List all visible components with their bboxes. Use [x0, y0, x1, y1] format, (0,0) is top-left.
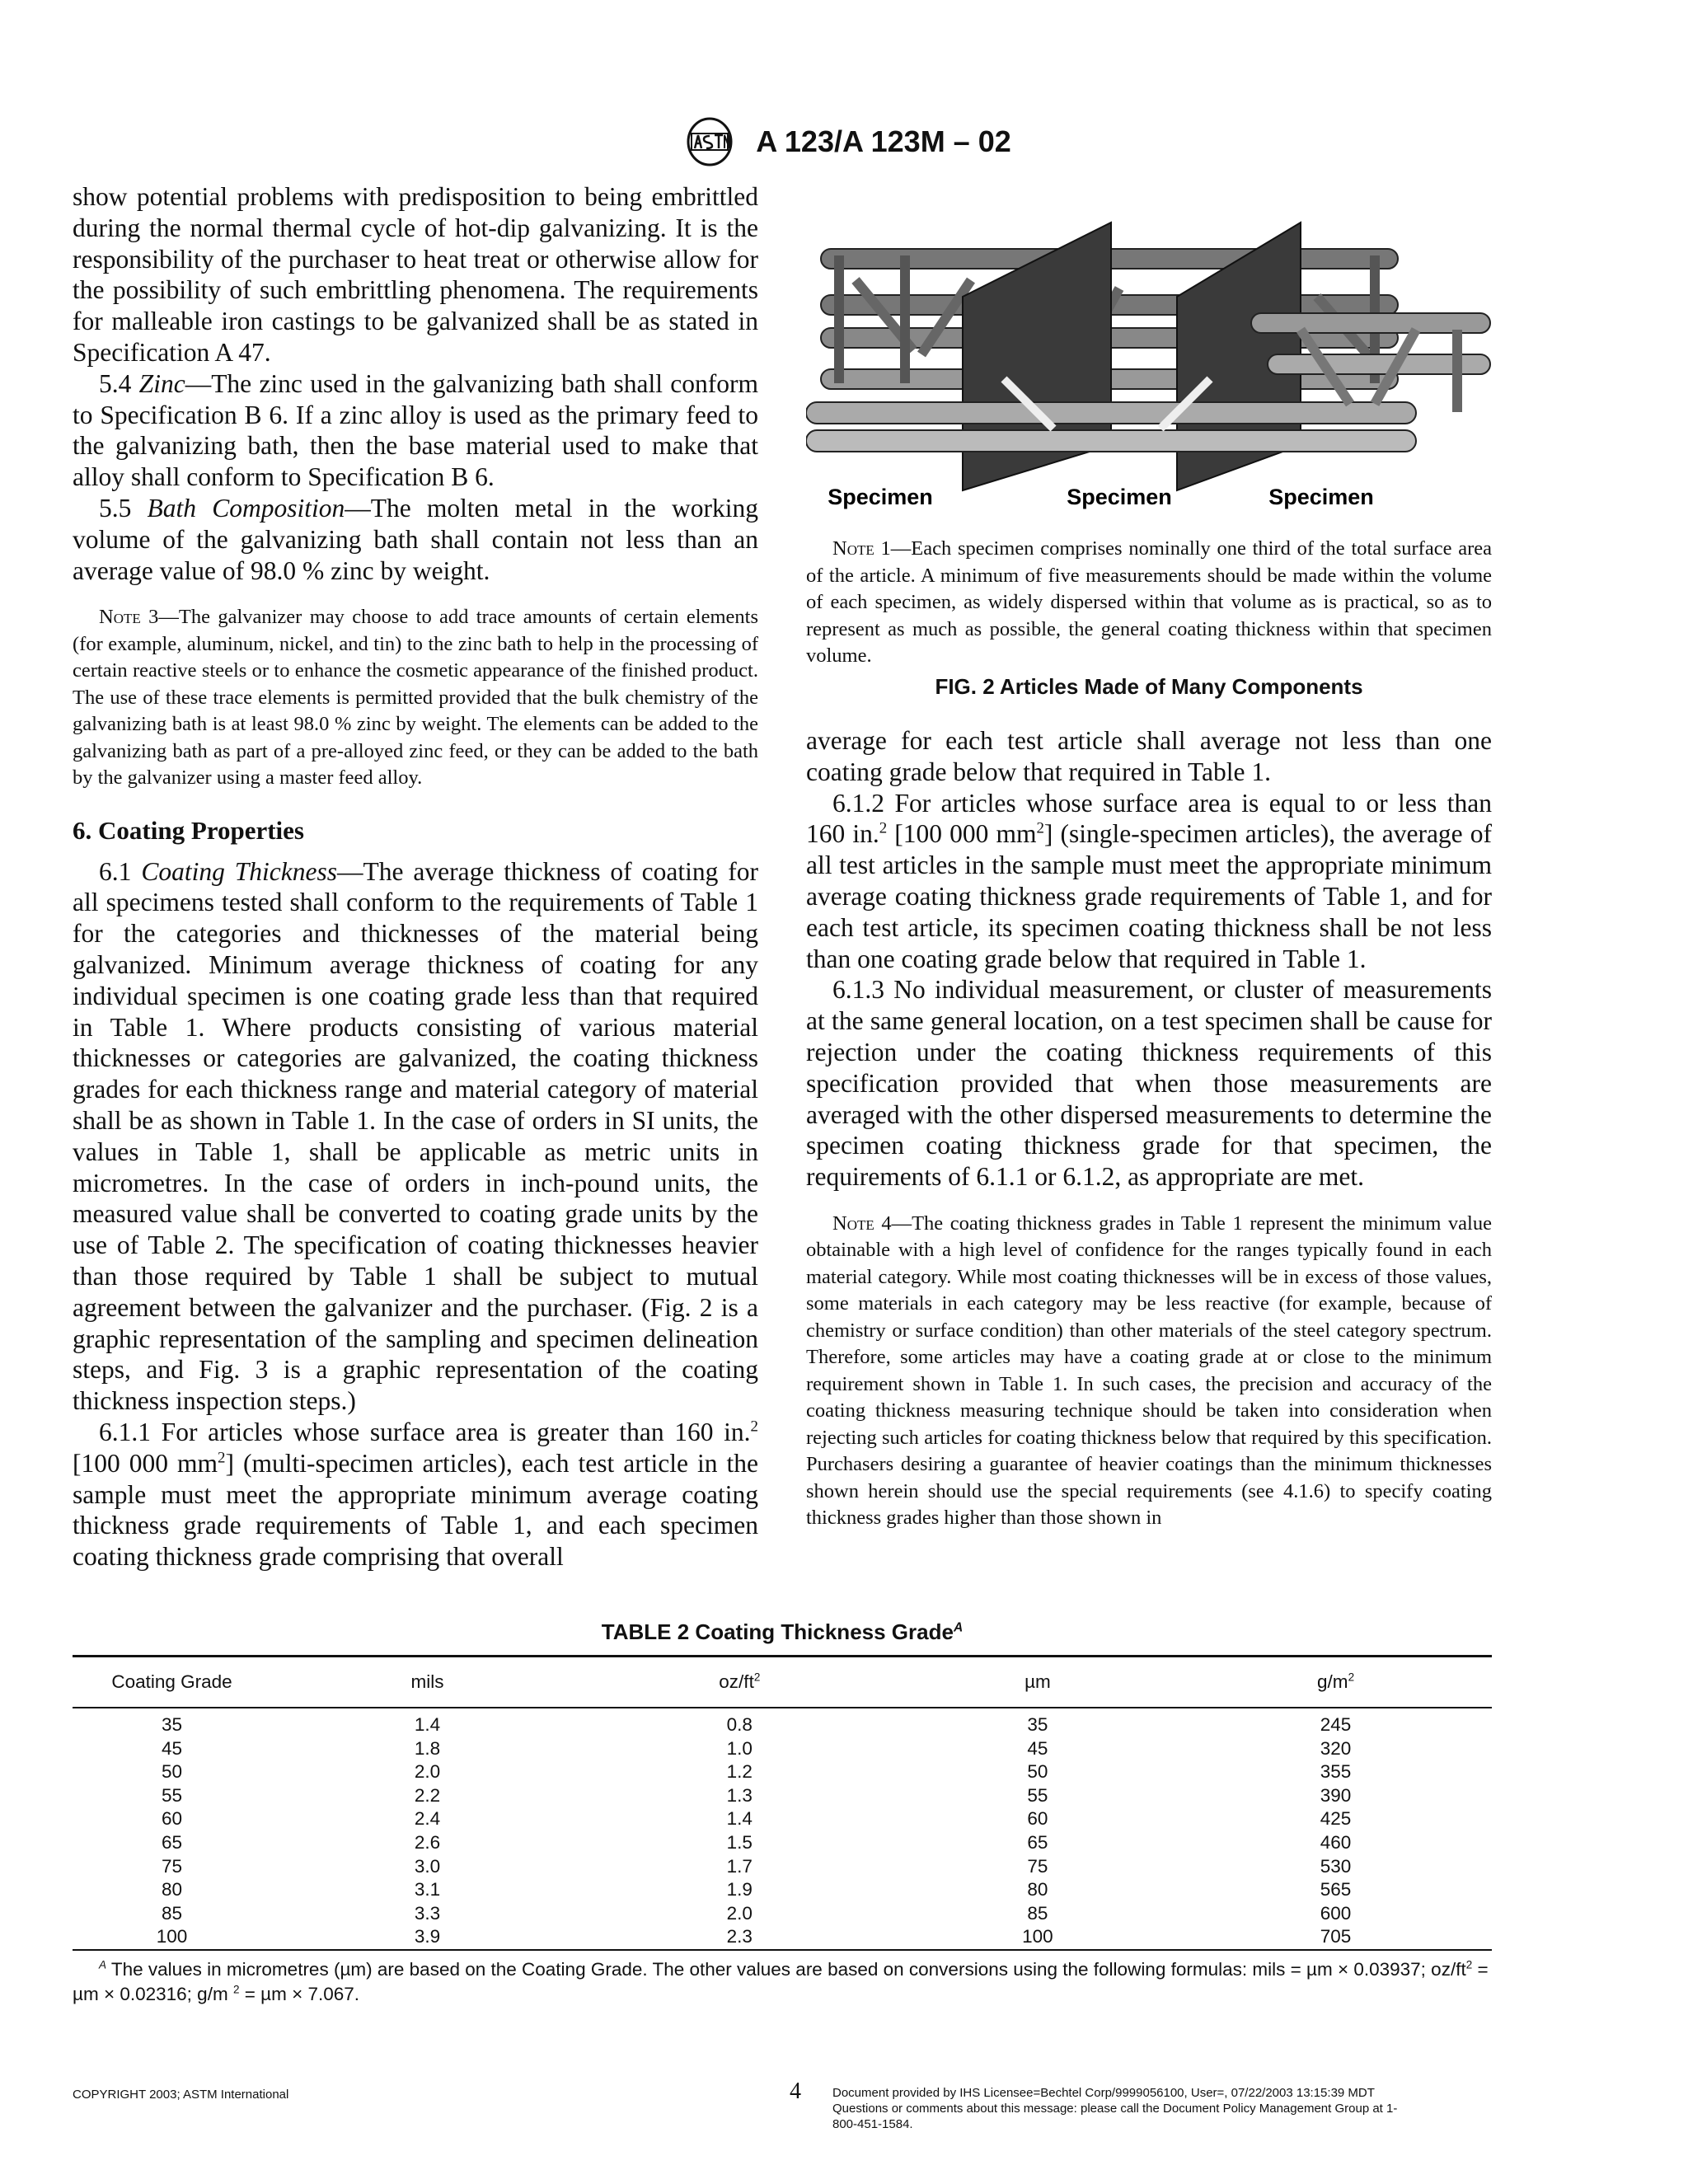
table-cell: 50 [162, 1761, 183, 1783]
table-cell: 2.4 [414, 1808, 441, 1830]
table-row [73, 1807, 1492, 1831]
table-cell: 1.5 [726, 1831, 753, 1853]
figure-2-diagram [806, 206, 1492, 519]
table-cell: 1.9 [726, 1879, 753, 1900]
note-3: Note 3—The galvanizer may choose to add trace amounts of certain elements (for example, aluminum, nickel, and tin) to the zinc bath to help in the processing of certain reactive steels or to enhance the cosmetic appearance of the finished product. The use of these trace elements is permitted provided that the bulk chemistry of the galvanizing bath is at least 98.0 % zinc by weight. The elements can be added to the galvanizing bath as part of a pre-alloyed zinc feed, or they can be added to the bath by the galvanizer using a master feed alloy. [73, 606, 758, 790]
table-row [73, 1902, 1492, 1926]
paragraph-5-4: 5.4 Zinc—The zinc used in the galvanizing bath shall conform to Specification B 6. If a zinc alloy is used as the primary feed to the galvanizing bath, then the base material used to make that alloy shall conform to Specification B 6. [73, 368, 758, 492]
right-column [806, 725, 1492, 1550]
paragraph-5-3-continued: show potential problems with predisposition to being embrittled during the normal thermal cycle of hot-dip galvanizing. It is the responsibility of the purchaser to heat treat or otherwise allow for the possibility of such embrittling phenomena. The requirements for malleable iron castings to be galvanized shall be as stated in Specification A 47. [73, 182, 758, 367]
table-cell: 60 [162, 1808, 183, 1830]
table-row [73, 1878, 1492, 1902]
table-cell: 100 [896, 1925, 1179, 1950]
table-cell: 1.2 [726, 1761, 753, 1783]
table-cell: 55 [162, 1784, 183, 1806]
table-cell: 2.3 [584, 1925, 896, 1950]
table-row [73, 1708, 1492, 1737]
page-header [0, 115, 1688, 168]
table-cell: 1.3 [726, 1784, 753, 1806]
table-2-block [73, 1619, 1492, 2007]
table-cell: 3.9 [271, 1925, 584, 1950]
table-row [73, 1925, 1492, 1950]
table-row [73, 1760, 1492, 1784]
table-row [73, 1831, 1492, 1855]
table-cell: 530 [1320, 1855, 1352, 1877]
table-cell: 600 [1320, 1902, 1352, 1924]
paragraph-5-5: 5.5 Bath Composition—The molten metal in the working volume of the galvanizing bath shall contain not less than an average value of 98.0 % zinc by weight. [73, 493, 758, 585]
table-cell: 425 [1320, 1808, 1352, 1830]
document-provided-notice: Document provided by IHS Licensee=Bechtel Corp/9999056100, User=, 07/22/2003 13:15:39 MDT Questions or comments about this message: please call the Document Policy Management Group at 1-800-451-1584. [832, 2086, 1398, 2131]
table-cell: 65 [162, 1831, 183, 1853]
table-body [73, 1708, 1492, 1950]
table-cell: 2.2 [414, 1784, 441, 1806]
figure-caption: FIG. 2 Articles Made of Many Components [935, 673, 1363, 699]
paragraph-5-4-title: Zinc [138, 368, 185, 398]
paragraph-6-1-1-continued: average for each test article shall average not less than one coating grade below that required in Table 1. [806, 726, 1492, 786]
figure-2-note [806, 536, 1492, 700]
table-cell: 1.4 [414, 1714, 441, 1735]
table-cell: 2.6 [414, 1831, 441, 1853]
left-column [73, 181, 758, 1572]
table-cell: 1.8 [414, 1737, 441, 1759]
table-cell: 55 [1027, 1784, 1048, 1806]
table-cell: 565 [1320, 1879, 1352, 1900]
note-4: Note 4—The coating thickness grades in Table 1 represent the minimum value obtainable with a high level of confidence for the ranges typically found in each material category. While most coating thicknesses will be in excess of those values, some materials in each category may be less reactive (for example, because of chemistry or surface condition) than other materials of the steel category spectrum. Therefore, some articles may have a coating grade at or close to the minimum requirement shown in Table 1. In such cases, the precision and accuracy of the coating thickness measuring technique should be taken into consideration when rejecting such articles for coating thickness below that required by this specification. Purchasers desiring a guarantee of heavier coatings than the minimum thicknesses shown herein should use the special requirements (see 4.1.6) to specify coating thickness grades higher than those shown in [806, 1212, 1492, 1530]
section-heading-coating-properties: 6. Coating Properties [73, 815, 304, 845]
table-cell: 245 [1320, 1714, 1352, 1735]
table-title: TABLE 2 Coating Thickness Grade$^A$ [601, 1619, 964, 1644]
specimen-label-2: Specimen [1067, 485, 1172, 509]
table-cell: 45 [162, 1737, 183, 1759]
header-oz-ft2: $oz/ft^2$ [584, 1657, 896, 1708]
paragraph-5-5-title: Bath Composition [147, 493, 345, 523]
paragraph-6-1: 6.1 Coating Thickness—The average thickness of coating for all specimens tested shall conform to the requirements of Table 1 for the categories and thicknesses of the material being galvanized. Minimum average thickness of coating for any individual specimen is one coating grade less than that required in Table 1. Where products consisting of various material thicknesses or categories are galvanized, the coating thickness grades for each thickness range and material category of material shall be as shown in Table 1. In the case of orders in SI units, the values in Table 1, shall be applicable as metric units in micrometres. In the case of orders in inch-pound units, the measured value shall be converted to coating grade units by the use of Table 2. The specification of coating thicknesses heavier than those required by Table 1 shall be subject to mutual agreement between the galvanizer and the purchaser. (Fig. 2 is a graphic representation of the sampling and specimen delineation steps, and Fig. 3 is a graphic representation of the coating thickness inspection steps.) [73, 856, 758, 1416]
table-cell: 75 [1027, 1855, 1048, 1877]
table-cell: 80 [1027, 1879, 1048, 1900]
paragraph-6-1-1: 6.1.1 For articles whose surface area is greater than 160 in.$^2$ [100 000 $mm^2$] (multi-specimen articles), each test article in the sample must meet the appropriate minimum average coating thickness grade requirements of Table 1, and each specimen coating thickness grade comprising that overall [73, 1418, 758, 1572]
table-cell: 85 [162, 1902, 183, 1924]
copyright-notice: COPYRIGHT 2003; ASTM International [73, 2088, 289, 2102]
note-1: Note 1—Each specimen comprises nominally one third of the total surface area of the article. A minimum of five measurements should be made within the volume of each specimen, as widely dispersed within that volume as is practical, so as to represent as much as possible, the general coating thickness within that specimen volume. [806, 537, 1492, 667]
page-number: 4 [790, 2079, 801, 2104]
table-cell: 85 [1027, 1902, 1048, 1924]
table-cell: 35 [1027, 1714, 1048, 1735]
table-cell: 1.7 [726, 1855, 753, 1877]
table-cell: 0.8 [726, 1714, 753, 1735]
table-cell: 3.3 [414, 1902, 441, 1924]
paragraph-6-1-title: Coating Thickness [141, 856, 337, 886]
table-cell: 80 [162, 1879, 183, 1900]
table-cell: 3.0 [414, 1855, 441, 1877]
table-cell: 1.0 [726, 1737, 753, 1759]
header-coating-grade: Coating Grade [73, 1657, 271, 1708]
table-cell: 3.1 [414, 1879, 441, 1900]
table-header-row [73, 1657, 1492, 1708]
table-footnote: $^A$ The values in micrometres (µm) are based on the Coating Grade. The other values are based on conversions using the following formulas: mils = µm × 0.03937; $oz/ft^2 = \mu m \times 0.02316$; g/m $^2$ = µm × 7.067. [73, 1958, 1489, 2004]
table-cell: 355 [1320, 1761, 1352, 1783]
table-row [73, 1737, 1492, 1761]
table-cell: 45 [1027, 1737, 1048, 1759]
table-cell: 2.0 [726, 1902, 753, 1924]
table-cell: 320 [1320, 1737, 1352, 1759]
table-cell: 100 [73, 1925, 271, 1950]
specimen-label-3: Specimen [1268, 485, 1374, 509]
paragraph-6-1-3: 6.1.3 No individual measurement, or cluster of measurements at the same general location, on a test specimen shall be cause for rejection under the coating thickness requirements of this specification provided that when those measurements are averaged with the other dispersed measurements to determine the specimen coating thickness grade for that specimen, the requirements of 6.1.1 or 6.1.2, as appropriate are met. [806, 975, 1492, 1192]
table-cell: 60 [1027, 1808, 1048, 1830]
table-cell: 460 [1320, 1831, 1352, 1853]
table-row [73, 1784, 1492, 1808]
specimen-label-1: Specimen [828, 485, 933, 509]
paragraph-6-1-2: 6.1.2 For articles whose surface area is equal to or less than 160 in.$^2$ [100 000 $mm^2$] (single-specimen articles), the average of all test articles in the sample must meet the appropriate minimum average coating thickness grade requirements of Table 1, and for each test article, its specimen coating thickness shall be not less than one coating grade below that required in Table 1. [806, 788, 1492, 973]
header-mils: mils [271, 1657, 584, 1708]
table-row [73, 1855, 1492, 1879]
document-designation: A 123/A 123M – 02 [756, 124, 1011, 158]
table-cell: 1.4 [726, 1808, 753, 1830]
table-cell: 705 [1179, 1925, 1492, 1950]
table-cell: 75 [162, 1855, 183, 1877]
header-um: µm [896, 1657, 1179, 1708]
table-cell: 390 [1320, 1784, 1352, 1806]
table-cell: 65 [1027, 1831, 1048, 1853]
table-cell: 35 [162, 1714, 183, 1735]
table-cell: 50 [1027, 1761, 1048, 1783]
header-g-m2: $g/m^2$ [1179, 1657, 1492, 1708]
astm-logo-icon [677, 115, 743, 168]
table-cell: 2.0 [414, 1761, 441, 1783]
coating-thickness-grade-table [73, 1655, 1492, 1951]
